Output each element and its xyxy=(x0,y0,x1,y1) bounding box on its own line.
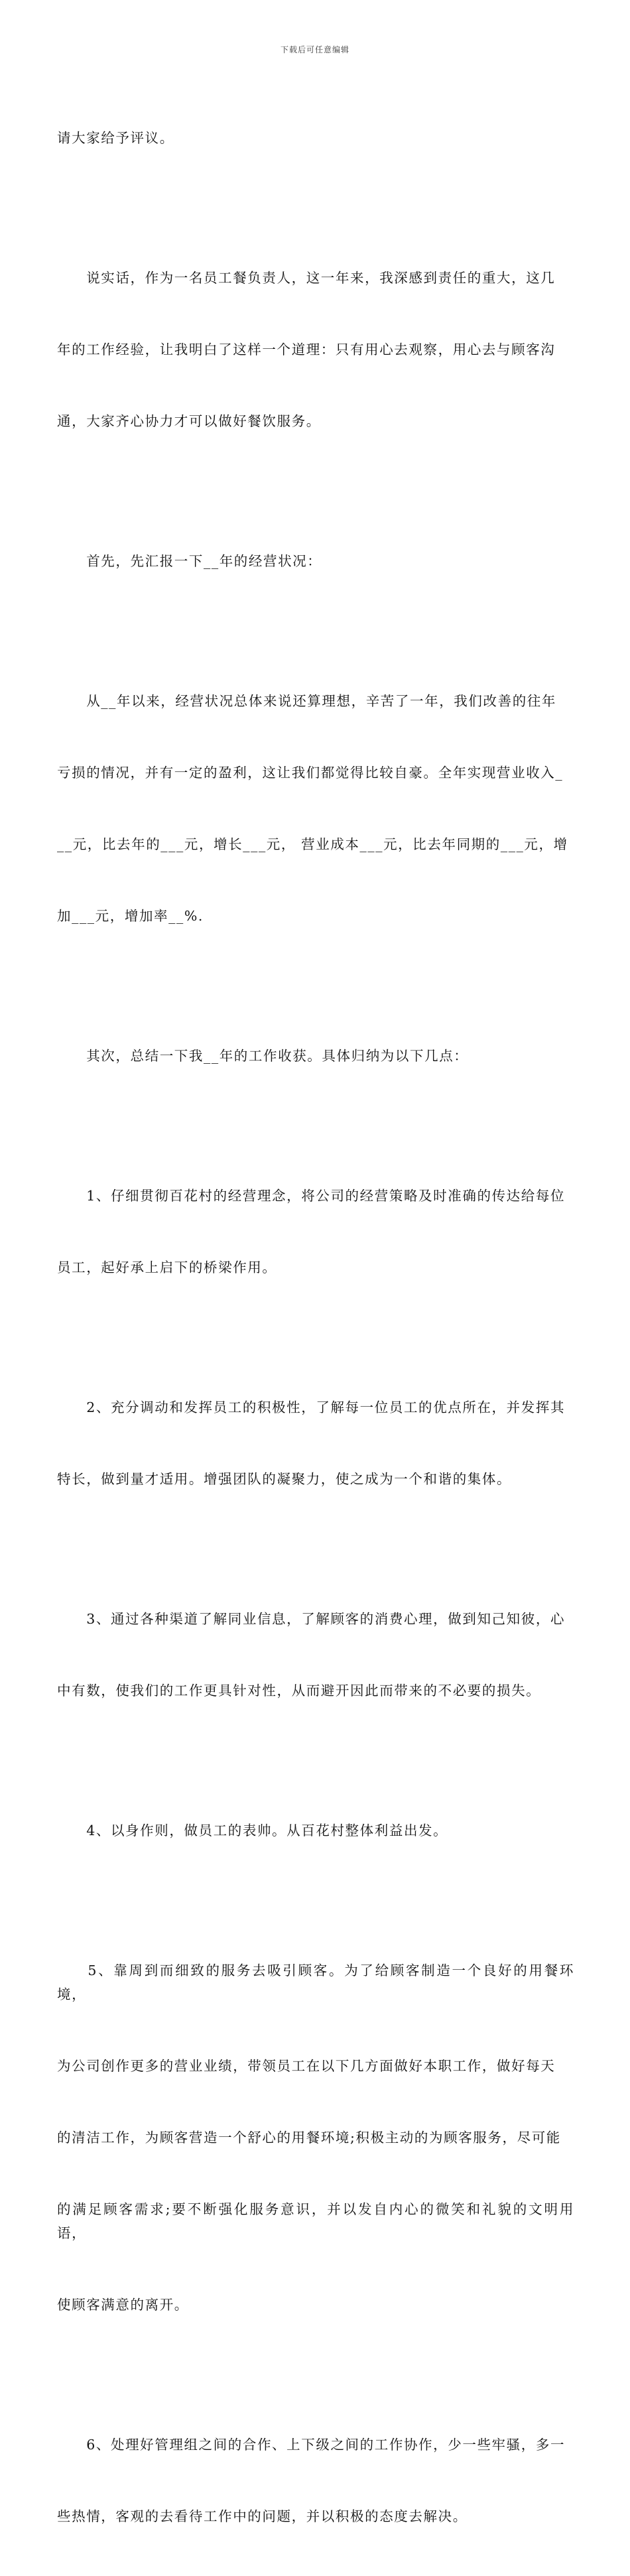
paragraph-item-2 xyxy=(57,1348,574,1539)
paragraph-intro-end xyxy=(57,78,574,198)
text-line: 6、处理好管理组之间的合作、上下级之间的工作协作，少一些牢骚，多一 xyxy=(57,2437,566,2453)
text-line: 的满足顾客需求;要不断强化服务意识，并以发自内心的微笑和礼貌的文明用语， xyxy=(57,2201,574,2241)
text-line: 说实话，作为一名员工餐负责人，这一年来，我深感到责任的重大，这几 xyxy=(57,270,556,286)
text-line: 5、靠周到而细致的服务去吸引顾客。为了给顾客制造一个良好的用餐环境， xyxy=(57,1963,574,2002)
text-line: 中有数，使我们的工作更具针对性，从而避开因此而带来的不必要的损失。 xyxy=(57,1683,541,1699)
paragraph-business-status xyxy=(57,641,574,976)
text-line: 加___元，增加率__%. xyxy=(57,908,204,924)
page-header: 下载后可任意编辑 xyxy=(280,45,349,54)
text-line: 其次，总结一下我__年的工作收获。具体归纳为以下几点： xyxy=(57,1048,469,1064)
paragraph-item-5 xyxy=(57,1911,574,2364)
text-line: 1、仔细贯彻百花村的经营理念，将公司的经营策略及时准确的传达给每位 xyxy=(57,1188,566,1204)
text-line: 些热情，客观的去看待工作中的问题，并以积极的态度去解决。 xyxy=(57,2508,468,2524)
text-line: 从__年以来，经营状况总体来说还算理想，辛苦了一年，我们改善的往年 xyxy=(57,693,556,709)
text-line: __元，比去年的___元，增长___元， 营业成本___元，比去年同期的___元，增 xyxy=(57,836,568,852)
paragraph-item-3 xyxy=(57,1559,574,1750)
text-line: 亏损的情况，并有一定的盈利，这让我们都觉得比较自豪。全年实现营业收入_ xyxy=(57,765,564,781)
text-line: 4、以身作则，做员工的表帅。从百花村整体利益出发。 xyxy=(57,1823,448,1838)
paragraph-item-6 xyxy=(57,2385,574,2576)
text-line: 使顾客满意的离开。 xyxy=(57,2297,189,2313)
text-line: 年的工作经验，让我明白了这样一个道理：只有用心去观察，用心去与顾客沟 xyxy=(57,342,556,357)
text-line: 员工，起好承上启下的桥梁作用。 xyxy=(57,1259,277,1275)
paragraph-report-intro xyxy=(57,501,574,621)
text-line: 的清洁工作，为顾客营造一个舒心的用餐环境;积极主动的为顾客服务，尽可能 xyxy=(57,2130,561,2146)
paragraph-item-1 xyxy=(57,1136,574,1327)
text-line: 请大家给予评议。 xyxy=(57,130,174,146)
text-line: 为公司创作更多的营业业绩，带领员工在以下几方面做好本职工作，做好每天 xyxy=(57,2058,556,2074)
text-line: 3、通过各种渠道了解同业信息，了解顾客的消费心理，做到知己知彼，心 xyxy=(57,1611,566,1627)
text-line: 特长，做到量才适用。增强团队的凝聚力，使之成为一个和谐的集体。 xyxy=(57,1471,512,1487)
paragraph-responsibility xyxy=(57,218,574,481)
text-line: 首先，先汇报一下__年的经营状况： xyxy=(57,553,322,569)
paragraph-item-4 xyxy=(57,1771,574,1890)
text-line: 通，大家齐心协力才可以做好餐饮服务。 xyxy=(57,413,321,429)
paragraph-summary-intro xyxy=(57,996,574,1116)
document-body xyxy=(57,78,574,2576)
text-line: 2、充分调动和发挥员工的积极性，了解每一位员工的优点所在，并发挥其 xyxy=(57,1399,566,1415)
